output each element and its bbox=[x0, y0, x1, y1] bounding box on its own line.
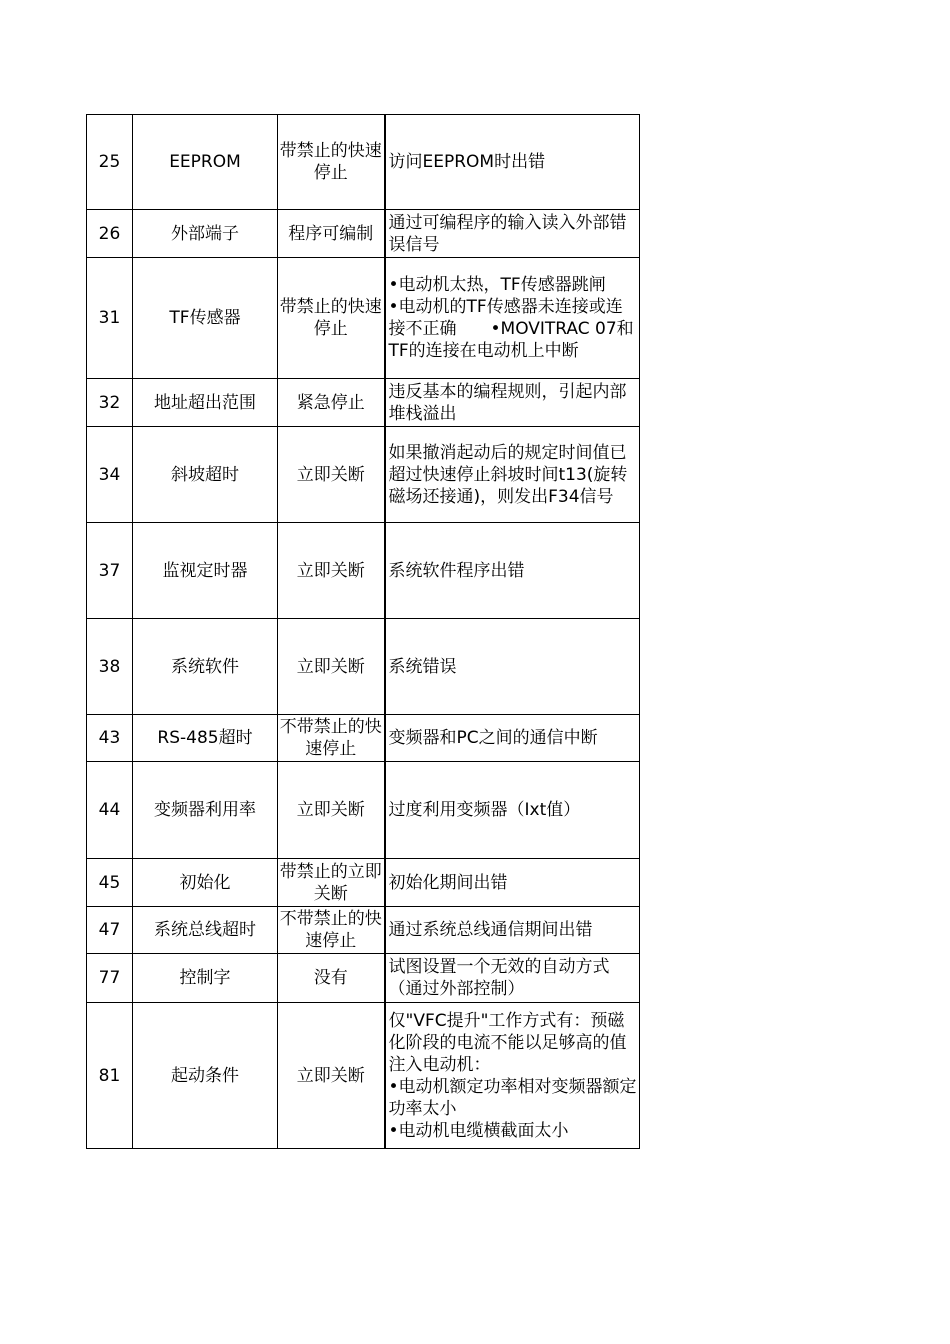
table-row bbox=[87, 427, 640, 523]
description-line: •电动机电缆横截面太小 bbox=[388, 1120, 569, 1141]
table-row bbox=[87, 523, 640, 619]
fault-response-cell: 不带禁止的快速停止 bbox=[278, 907, 385, 954]
fault-response-cell: 带禁止的立即关断 bbox=[278, 859, 385, 907]
table-row bbox=[87, 859, 640, 907]
fault-description-cell bbox=[385, 762, 640, 859]
fault-code-cell: 43 bbox=[87, 715, 133, 762]
description-line: 通过可编程序的输入读入外部错误信号 bbox=[388, 212, 627, 255]
fault-response-cell: 立即关断 bbox=[278, 427, 385, 523]
description-line: 违反基本的编程规则，引起内部堆栈溢出 bbox=[388, 381, 627, 424]
fault-code-cell: 38 bbox=[87, 619, 133, 715]
fault-description-cell bbox=[385, 258, 640, 379]
fault-code-cell: 37 bbox=[87, 523, 133, 619]
fault-description-cell bbox=[385, 954, 640, 1003]
fault-name-cell: 初始化 bbox=[133, 859, 278, 907]
fault-description-cell bbox=[385, 1003, 640, 1149]
fault-name-cell: 系统软件 bbox=[133, 619, 278, 715]
description-line: 仅"VFC提升"工作方式有：预磁化阶段的电流不能以足够高的值注入电动机： bbox=[388, 1010, 627, 1075]
table-row bbox=[87, 1003, 640, 1149]
table-row bbox=[87, 379, 640, 427]
fault-code-cell: 32 bbox=[87, 379, 133, 427]
description-line: •电动机太热，TF传感器跳闸 bbox=[388, 275, 606, 295]
fault-response-cell: 没有 bbox=[278, 954, 385, 1003]
description-line: 通过系统总线通信期间出错 bbox=[388, 920, 593, 940]
fault-response-cell: 立即关断 bbox=[278, 1003, 385, 1149]
description-line: 访问EEPROM时出错 bbox=[388, 152, 546, 172]
description-line: 系统软件程序出错 bbox=[388, 560, 525, 581]
fault-response-cell: 程序可编制 bbox=[278, 210, 385, 258]
description-line: 过度利用变频器（Ixt值） bbox=[388, 800, 581, 820]
fault-name-cell: RS-485超时 bbox=[133, 715, 278, 762]
fault-description-cell bbox=[385, 210, 640, 258]
fault-name-cell: EEPROM bbox=[133, 115, 278, 210]
fault-name-cell: 系统总线超时 bbox=[133, 907, 278, 954]
table-row bbox=[87, 715, 640, 762]
fault-name-cell: 起动条件 bbox=[133, 1003, 278, 1149]
description-line: 试图设置一个无效的自动方式（通过外部控制） bbox=[388, 957, 610, 999]
fault-response-cell: 立即关断 bbox=[278, 523, 385, 619]
fault-response-cell: 立即关断 bbox=[278, 619, 385, 715]
description-line: •电动机的TF传感器未连接或连接不正确 •MOVITRAC 07和TF的连接在电动机上中断 bbox=[388, 297, 634, 361]
fault-name-cell: 斜坡超时 bbox=[133, 427, 278, 523]
fault-code-cell: 25 bbox=[87, 115, 133, 210]
description-line: 系统错误 bbox=[388, 656, 457, 677]
fault-name-cell: 变频器利用率 bbox=[133, 762, 278, 859]
fault-name-cell: 外部端子 bbox=[133, 210, 278, 258]
table-row bbox=[87, 115, 640, 210]
fault-description-cell bbox=[385, 115, 640, 210]
fault-name-cell: 控制字 bbox=[133, 954, 278, 1003]
fault-description-cell bbox=[385, 859, 640, 907]
fault-description-cell bbox=[385, 427, 640, 523]
table-row bbox=[87, 762, 640, 859]
description-line: 初始化期间出错 bbox=[388, 872, 508, 893]
fault-name-cell: 监视定时器 bbox=[133, 523, 278, 619]
table-row bbox=[87, 210, 640, 258]
fault-code-cell: 77 bbox=[87, 954, 133, 1003]
description-line: •电动机额定功率相对变频器额定功率太小 bbox=[388, 1076, 637, 1119]
table-row bbox=[87, 907, 640, 954]
fault-code-cell: 44 bbox=[87, 762, 133, 859]
table-row bbox=[87, 954, 640, 1003]
fault-response-cell: 不带禁止的快速停止 bbox=[278, 715, 385, 762]
fault-response-cell: 紧急停止 bbox=[278, 379, 385, 427]
table-row bbox=[87, 258, 640, 379]
fault-response-cell: 立即关断 bbox=[278, 762, 385, 859]
fault-code-cell: 31 bbox=[87, 258, 133, 379]
fault-code-cell: 26 bbox=[87, 210, 133, 258]
fault-description-cell bbox=[385, 907, 640, 954]
table-row bbox=[87, 619, 640, 715]
fault-response-cell: 带禁止的快速停止 bbox=[278, 115, 385, 210]
description-line: 如果撤消起动后的规定时间值已超过快速停止斜坡时间t13(旋转磁场还接通)，则发出F34信号 bbox=[388, 442, 628, 507]
fault-code-cell: 34 bbox=[87, 427, 133, 523]
fault-description-cell bbox=[385, 619, 640, 715]
fault-name-cell: 地址超出范围 bbox=[133, 379, 278, 427]
fault-code-cell: 45 bbox=[87, 859, 133, 907]
fault-name-cell: TF传感器 bbox=[133, 258, 278, 379]
fault-description-cell bbox=[385, 379, 640, 427]
fault-code-table bbox=[86, 114, 640, 1149]
description-line: 变频器和PC之间的通信中断 bbox=[388, 728, 598, 748]
table-body bbox=[87, 115, 640, 1149]
fault-response-cell: 带禁止的快速停止 bbox=[278, 258, 385, 379]
fault-description-cell bbox=[385, 715, 640, 762]
fault-description-cell bbox=[385, 523, 640, 619]
fault-code-cell: 81 bbox=[87, 1003, 133, 1149]
fault-code-cell: 47 bbox=[87, 907, 133, 954]
